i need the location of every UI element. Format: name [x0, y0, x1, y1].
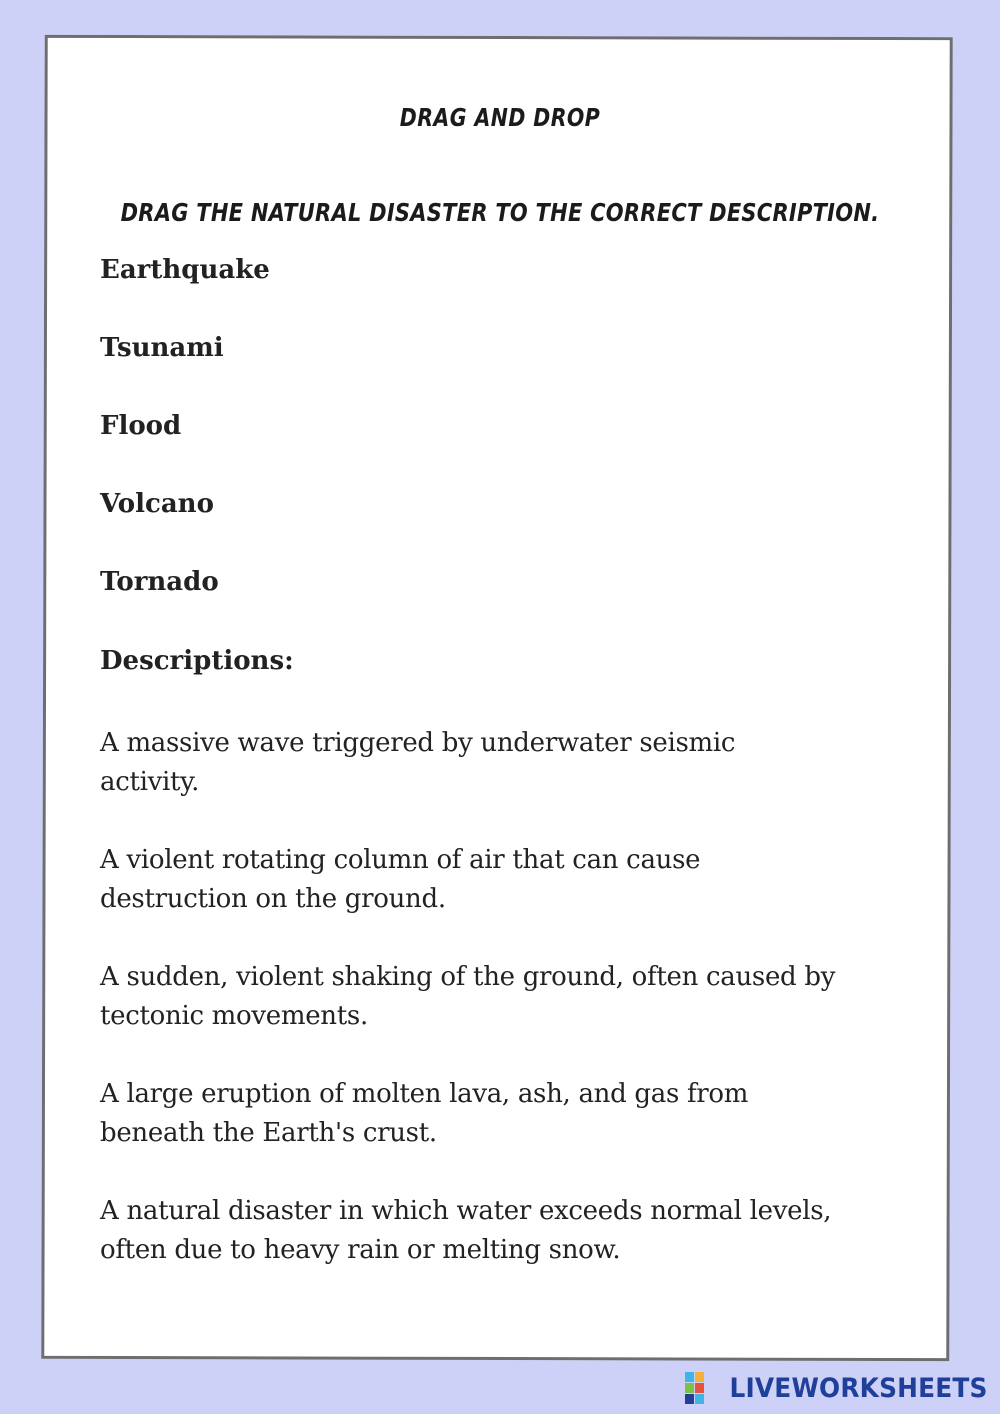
- worksheet-instruction: DRAG THE NATURAL DISASTER TO THE CORRECT DESCRIPTION.: [120, 198, 880, 227]
- liveworksheets-logo-icon: [685, 1372, 703, 1404]
- description-drop-target[interactable]: A natural disaster in which water exceeds normal levels, often due to heavy rain or melting snow.: [100, 1196, 832, 1265]
- liveworksheets-brand: LIVEWORKSHEETS: [729, 1372, 988, 1404]
- term-volcano[interactable]: Volcano: [100, 489, 214, 519]
- descriptions-heading: Descriptions:: [100, 646, 294, 676]
- term-flood[interactable]: Flood: [100, 411, 182, 441]
- descriptions-list: [100, 724, 840, 1309]
- term-tsunami[interactable]: Tsunami: [100, 333, 224, 363]
- worksheet-title: DRAG AND DROP: [399, 103, 601, 132]
- term-tornado[interactable]: Tornado: [100, 567, 219, 597]
- description-drop-target[interactable]: A violent rotating column of air that can cause destruction on the ground.: [100, 845, 701, 914]
- description-drop-target[interactable]: A massive wave triggered by underwater seismic activity.: [100, 728, 736, 797]
- draggable-terms-list: [100, 251, 270, 641]
- description-drop-target[interactable]: A sudden, violent shaking of the ground, often caused by tectonic movements.: [100, 962, 836, 1031]
- description-drop-target[interactable]: A large eruption of molten lava, ash, and gas from beneath the Earth's crust.: [100, 1079, 749, 1148]
- term-earthquake[interactable]: Earthquake: [100, 255, 270, 285]
- liveworksheets-logo: [685, 1372, 988, 1404]
